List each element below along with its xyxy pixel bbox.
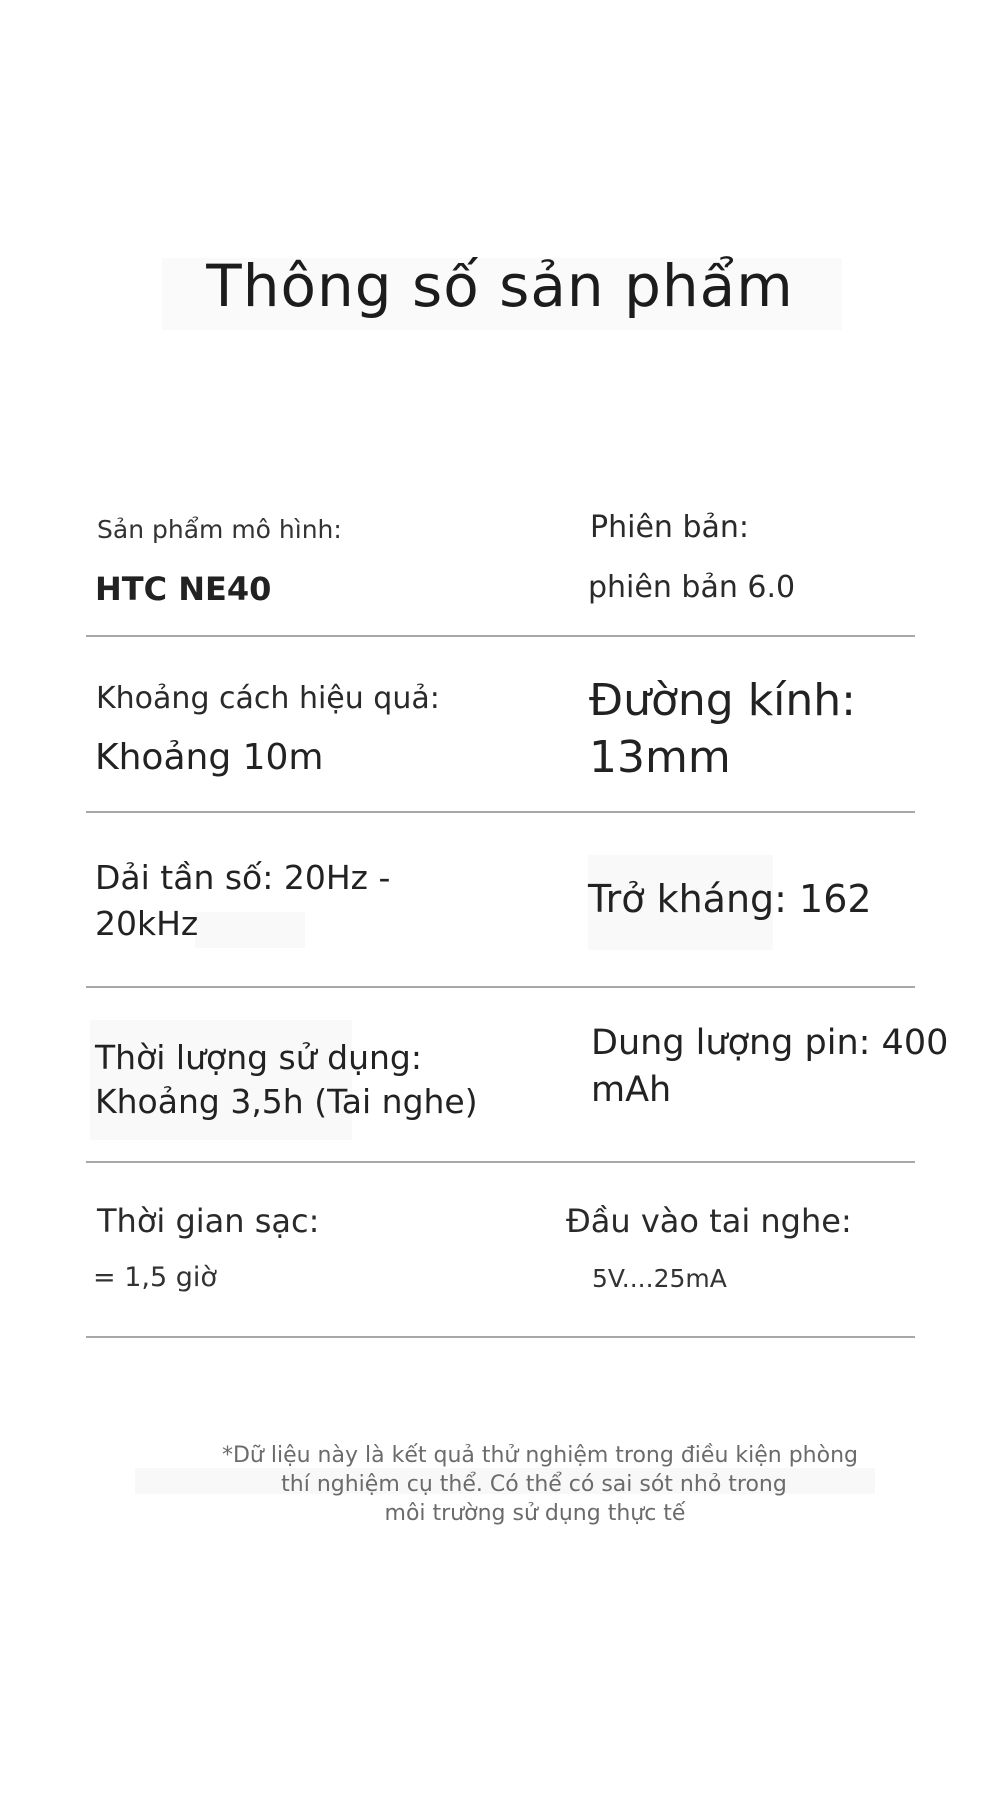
divider-3 [86,986,915,988]
input-label: Đầu vào tai nghe: [566,1202,852,1240]
impedance-text: Trở kháng: 162 [588,877,872,921]
footnote-line-3: môi trường sử dụng thực tế [384,1501,686,1526]
battery-text: Dung lượng pin: 400 mAh [591,1023,949,1110]
charge-value: = 1,5 giờ [93,1262,217,1293]
divider-5 [86,1336,915,1338]
divider-2 [86,811,915,813]
model-value: HTC NE40 [95,570,272,608]
divider-1 [86,635,915,637]
footnote [0,1441,1000,1528]
footnote-line-2: thí nghiệm cụ thể. Có thể có sai sót nhỏ trong [281,1472,787,1497]
page-title: Thông số sản phẩm [206,252,794,320]
footnote-line-1: *Dữ liệu này là kết quả thử nghiệm trong điều kiện phòng [221,1443,858,1468]
input-value: 5V....25mA [592,1264,727,1293]
diameter-text: Đường kính: 13mm [589,675,857,783]
divider-4 [86,1161,915,1163]
model-label: Sản phẩm mô hình: [97,515,342,544]
version-label: Phiên bản: [590,510,749,545]
charge-label: Thời gian sạc: [97,1202,320,1240]
frequency-text: Dải tần số: 20Hz - 20kHz [95,858,391,943]
range-value: Khoảng 10m [95,737,324,778]
range-label: Khoảng cách hiệu quả: [96,681,440,716]
usage-text: Thời lượng sử dụng: Khoảng 3,5h (Tai nghe) [95,1038,478,1121]
version-value: phiên bản 6.0 [588,570,796,605]
